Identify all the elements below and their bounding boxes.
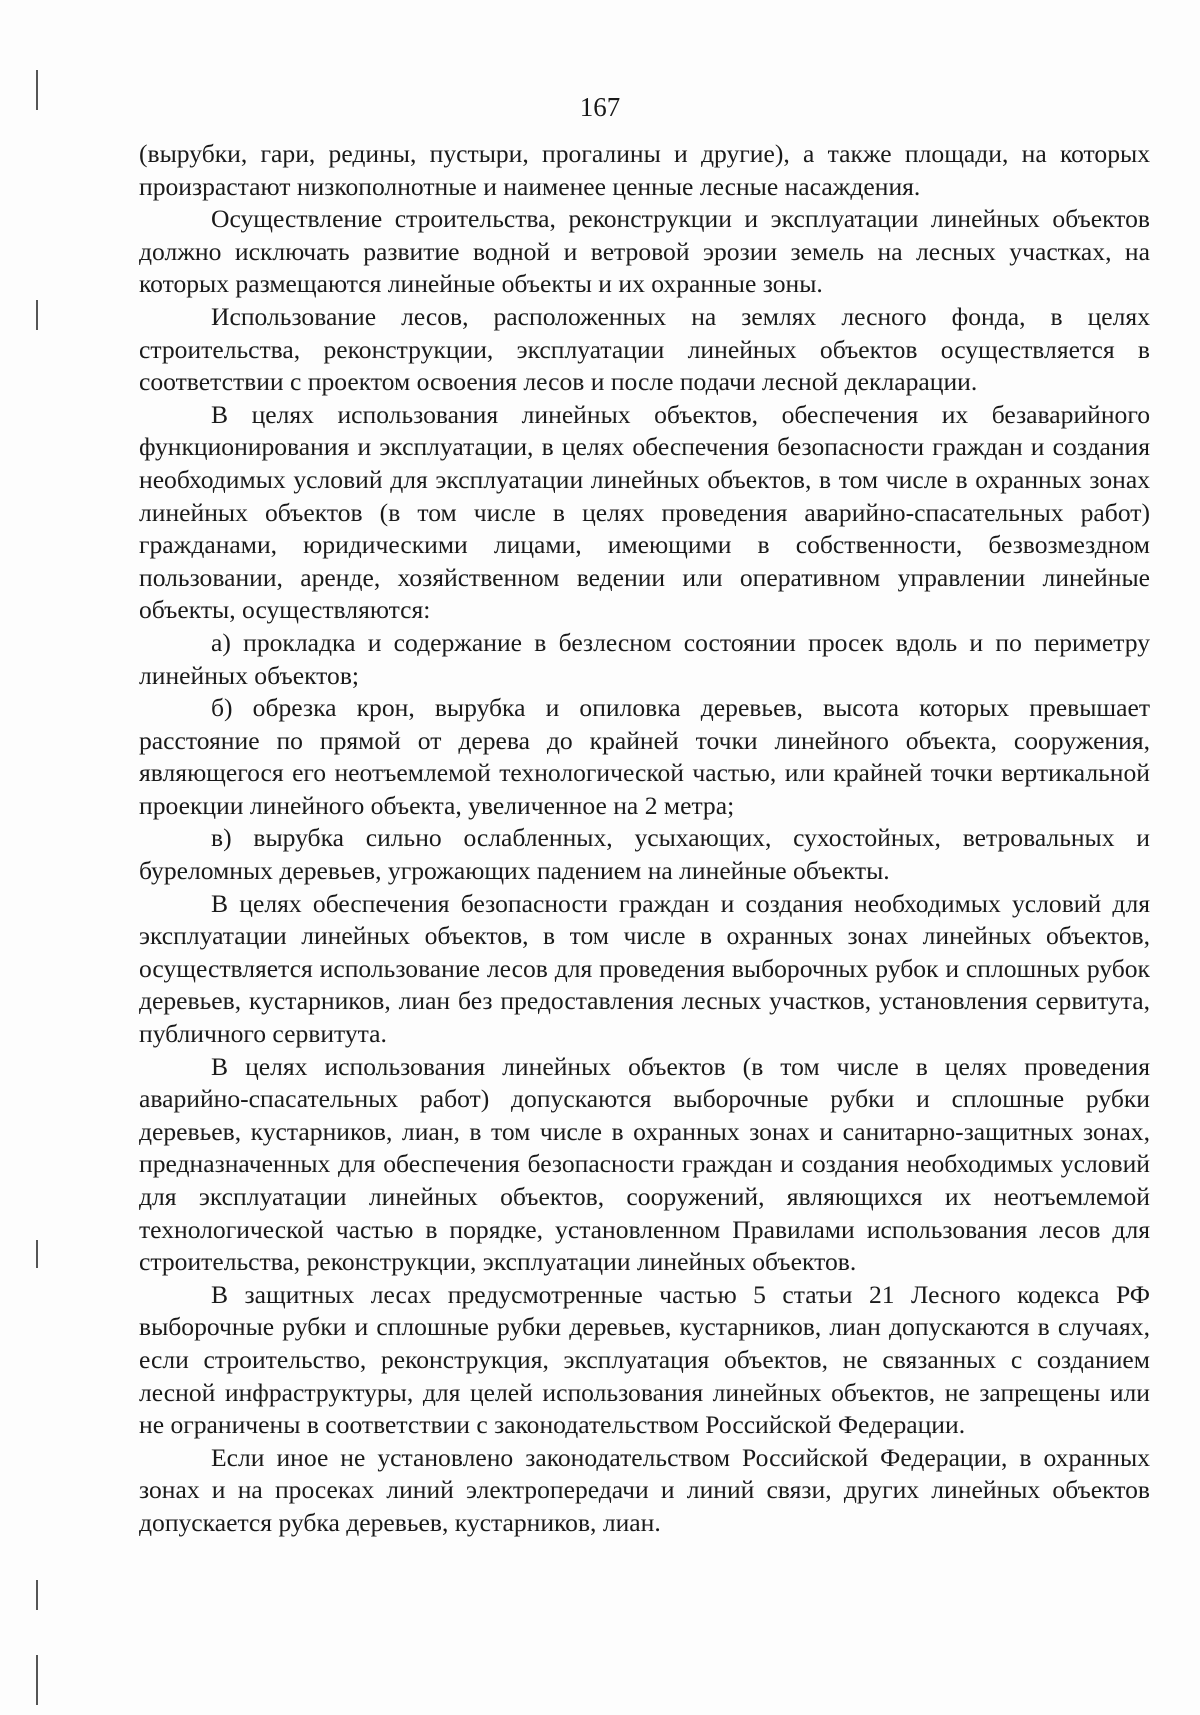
document-body <box>139 138 1150 1540</box>
paragraph: В защитных лесах предусмотренные частью 5 статьи 21 Лесного кодекса РФ выборочные рубки и сплошные рубки деревьев, кустарников, лиан допускаются в случаях, если строительство, реконструкция, эксплуатация объектов, не связанных с созданием лесной инфраструктуры, для целей использования линейных объектов, не запрещены или не ограничены в соответствии с законодательством Российской Федерации. <box>139 1279 1150 1440</box>
paragraph: В целях использования линейных объектов, обеспечения их безаварийного функционирования и эксплуатации, в целях обеспечения безопасности граждан и создания необходимых условий для эксплуатации линейных объектов, в том числе в охранных зонах линейных объектов (в том числе в целях проведения аварийно-спасательных работ) гражданами, юридическими лицами, имеющими в собственности, безвозмездном пользовании, аренде, хозяйственном ведении или оперативном управлении линейные объекты, осуществляются: <box>139 399 1150 625</box>
paragraph: Если иное не установлено законодательством Российской Федерации, в охранных зонах и на просеках линий электропередачи и линий связи, других линейных объектов допускается рубка деревьев, кустарников, лиан. <box>139 1442 1150 1537</box>
list-item-b: б) обрезка крон, вырубка и опиловка деревьев, высота которых превышает расстояние по прямой от дерева до крайней точки линейного объекта, сооружения, являющегося его неотъемлемой технологической частью, или крайней точки вертикальной проекции линейного объекта, увеличенное на 2 метра; <box>139 693 1150 820</box>
scan-edge-line <box>36 1655 38 1705</box>
paragraph: (вырубки, гари, редины, пустыри, прогалины и другие), а также площади, на которых произрастают низкополнотные и наименее ценные лесные насаждения. <box>139 139 1150 201</box>
paragraph: Использование лесов, расположенных на землях лесного фонда, в целях строительства, реконструкции, эксплуатации линейных объектов осуществляется в соответствии с проектом освоения лесов и после подачи лесной декларации. <box>139 301 1150 397</box>
paragraph: В целях использования линейных объектов (в том числе в целях проведения аварийно-спасательных работ) допускаются выборочные рубки и сплошные рубки деревьев, кустарников, лиан, в том числе в охранных зонах и санитарно-защитных зонах, предназначенных для обеспечения безопасности граждан и создания необходимых условий для эксплуатации линейных объектов, сооружений, являющихся их неотъемлемой технологической частью в порядке, установленном Правилами использования лесов для строительства, реконструкции, эксплуатации линейных объектов. <box>139 1051 1150 1277</box>
page-number: 167 <box>579 92 621 122</box>
list-item-c: в) вырубка сильно ослабленных, усыхающих, сухостойных, ветровальных и буреломных деревьев, угрожающих падением на линейные объекты. <box>139 823 1150 886</box>
paragraph: В целях обеспечения безопасности граждан и создания необходимых условий для эксплуатации линейных объектов, в том числе в охранных зонах линейных объектов, осуществляется использование лесов для проведения выборочных рубок и сплошных рубок деревьев, кустарников, лиан без предоставления лесных участков, установления сервитута, публичного сервитута. <box>139 888 1150 1049</box>
scan-edge-line <box>36 300 38 330</box>
scan-edge-line <box>36 1580 38 1610</box>
scan-edge-line <box>36 1240 38 1268</box>
list-item-a: а) прокладка и содержание в безлесном состоянии просек вдоль и по периметру линейных объектов; <box>139 627 1150 690</box>
paragraph: Осуществление строительства, реконструкции и эксплуатации линейных объектов должно исключать развитие водной и ветровой эрозии земель на лесных участках, на которых размещаются линейные объекты и их охранные зоны. <box>139 204 1150 299</box>
